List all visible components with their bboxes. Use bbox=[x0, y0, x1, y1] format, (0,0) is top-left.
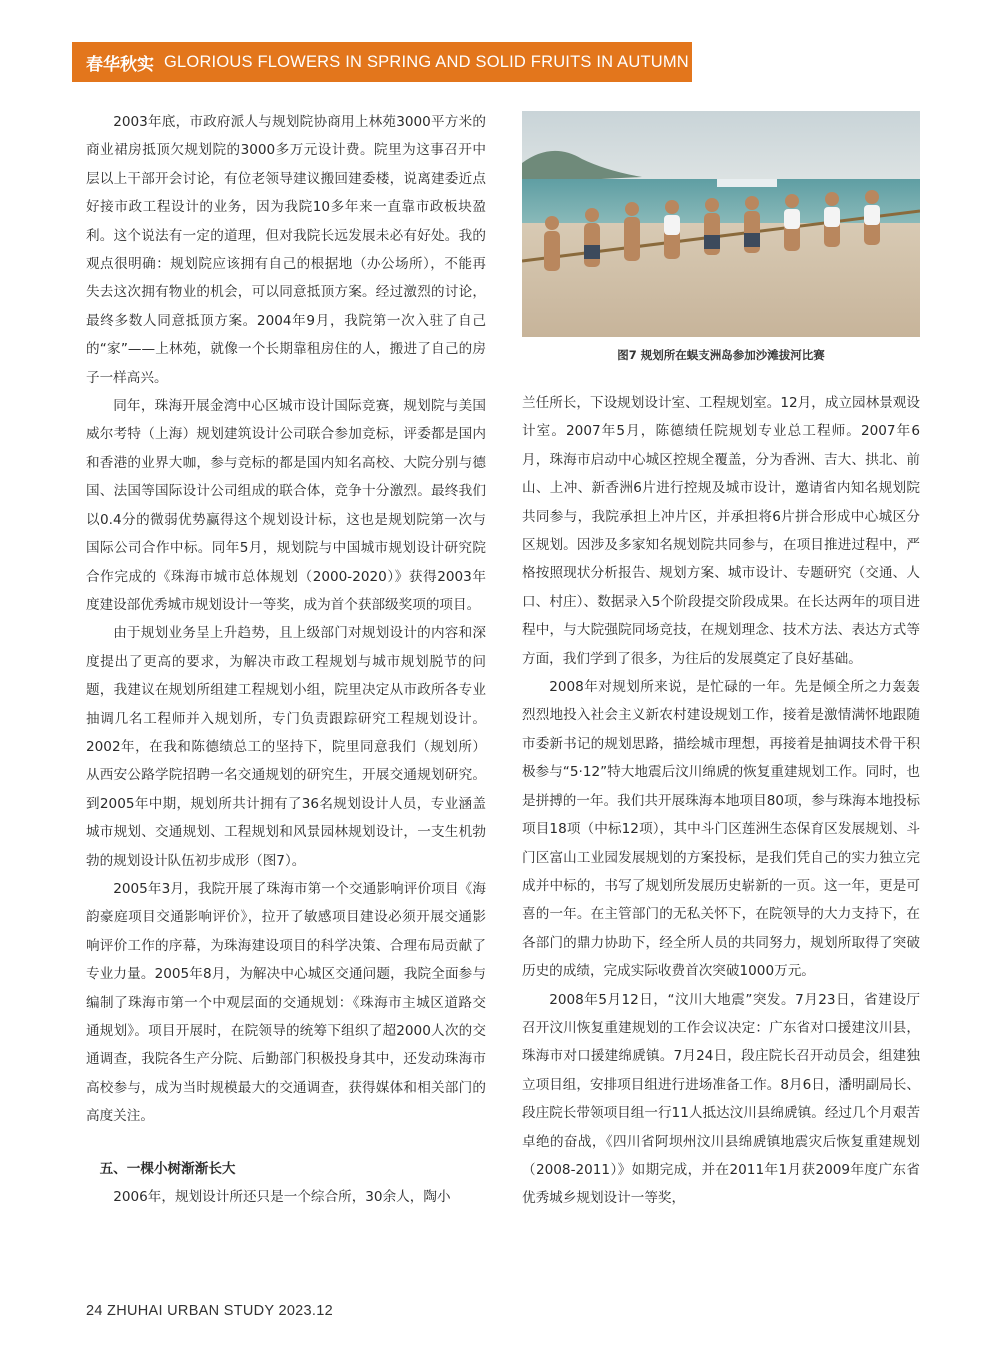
paragraph: 由于规划业务呈上升趋势，且上级部门对规划设计的内容和深度提出了更高的要求，为解决市政工程规划与城市规划脱节的问题，我建议在规划所组建工程规划小组，院里决定从市政所各专业抽调几名工程师并入规划所，专门负责跟踪研究工程规划设计。2002年，在我和陈德绩总工的坚持下，院里同意我们（规划所）从西安公路学院招聘一名交通规划的研究生，开展交通规划研究。到2005年中期，规划所共计拥有了36名规划设计人员，专业涵盖城市规划、交通规划、工程规划和风景园林规划设计，一支生机勃勃的规划设计队伍初步成形（图7）。 bbox=[86, 625, 486, 869]
paragraph: 2008年对规划所来说，是忙碌的一年。先是倾全所之力轰轰烈烈地投入社会主义新农村建设规划工作，接着是激情满怀地跟随市委新书记的规划思路，描绘城市理想，再接着是抽调技术骨干积极参与“5·12”特大地震后汶川绵虒的恢复重建规划工作。同时，也是拼搏的一年。我们共开展珠海本地项目80项，参与珠海本地投标项目18项（中标12项），其中斗门区莲洲生态保育区发展规划、斗门区富山工业园发展规划的方案投标，是我们凭自己的实力独立完成并中标的，书写了规划所发展历史崭新的一页。这一年，更是可喜的一年。在主管部门的无私关怀下，在院领导的大力支持下，在各部门的鼎力协助下，经全所人员的共同努力，规划所取得了突破历史的成绩，完成实际收费首次突破1000万元。 bbox=[522, 679, 920, 980]
section-heading: 五、一棵小树渐渐长大 bbox=[99, 1160, 236, 1177]
section-banner bbox=[72, 42, 692, 82]
left-column bbox=[86, 108, 486, 1211]
paragraph: 同年，珠海开展金湾中心区城市设计国际竞赛，规划院与美国威尔考特（上海）规划建筑设计公司联合参加竞标，评委都是国内和香港的业界大咖，参与竞标的都是国内知名高校、大院分别与德国、法国等国际设计公司组成的联合体，竞争十分激烈。最终我们以0.4分的微弱优势赢得这个规划设计标，这也是规划院第一次与国际公司合作中标。同年5月，规划院与中国城市规划设计研究院合作完成的《珠海市城市总体规划（2000-2020）》获得2003年度建设部优秀城市规划设计一等奖，成为首个获部级奖项的项目。 bbox=[86, 398, 486, 613]
tug-of-war-photo bbox=[522, 111, 920, 337]
right-column bbox=[522, 389, 920, 1213]
section-title-cn: 春华秋实 bbox=[86, 54, 154, 75]
paragraph: 兰任所长，下设规划设计室、工程规划室。12月，成立园林景观设计室。2007年5月，陈德绩任院规划专业总工程师。2007年6月，珠海市启动中心城区控规全覆盖，分为香洲、吉大、拱北、前山、上冲、新香洲6片进行控规及城市设计，邀请省内知名规划院共同参与，我院承担上冲片区，并承担将6片拼合形成中心城区分区规划。因涉及多家知名规划院共同参与，在项目推进过程中，严格按照现状分析报告、规划方案、城市设计、专题研究（交通、人口、村庄）、数据录入5个阶段提交阶段成果。在长达两年的项目进程中，与大院强院同场竞技，在规划理念、技术方法、表达方式等方面，我们学到了很多，为往后的发展奠定了良好基础。 bbox=[522, 395, 920, 667]
paragraph: 2003年底，市政府派人与规划院协商用上林苑3000平方米的商业裙房抵顶欠规划院的3000多万元设计费。院里为这事召开中层以上干部开会讨论，有位老领导建议搬回建委楼，说离建委近点好接市政工程设计的业务，因为我院10多年来一直靠市政板块盈利。这个说法有一定的道理，但对我院长远发展未必有好处。我的观点很明确：规划院应该拥有自己的根据地（办公场所），不能再失去这次拥有物业的机会，可以同意抵顶方案。经过激烈的讨论，最终多数人同意抵顶方案。2004年9月，我院第一次入驻了自己的“家”——上林苑，就像一个长期靠租房住的人，搬进了自己的房子一样高兴。 bbox=[86, 114, 486, 386]
section-title-en: GLORIOUS FLOWERS IN SPRING AND SOLID FRUITS IN AUTUMN bbox=[164, 52, 689, 71]
page-footer: 24 ZHUHAI URBAN STUDY 2023.12 bbox=[86, 1303, 333, 1319]
paragraph: 2006年，规划设计所还只是一个综合所，30余人，陶小 bbox=[113, 1189, 451, 1206]
figure-caption: 图7 规划所在蜈支洲岛参加沙滩拔河比赛 bbox=[617, 348, 825, 362]
paragraph: 2008年5月12日，“汶川大地震”突发。7月23日，省建设厅召开汶川恢复重建规划的工作会议决定：广东省对口援建汶川县，珠海市对口援建绵虒镇。7月24日，段庄院长召开动员会，组建独立项目组，安排项目组进行进场准备工作。8月6日，潘明副局长、段庄院长带领项目组一行11人抵达汶川县绵虒镇。经过几个月艰苦卓绝的奋战，《四川省阿坝州汶川县绵虒镇地震灾后恢复重建规划（2008-2011）》如期完成，并在2011年1月获2009年度广东省优秀城乡规划设计一等奖， bbox=[522, 991, 920, 1207]
paragraph: 2005年3月，我院开展了珠海市第一个交通影响评价项目《海韵豪庭项目交通影响评价》，拉开了敏感项目建设必须开展交通影响评价工作的序幕，为珠海建设项目的科学决策、合理布局贡献了专业力量。2005年8月，为解决中心城区交通问题，我院全面参与编制了珠海市第一个中观层面的交通规划：《珠海市主城区道路交通规划》。项目开展时，在院领导的统筹下组织了超2000人次的交通调查，我院各生产分院、后勤部门积极投身其中，还发动珠海市高校参与，成为当时规模最大的交通调查，获得媒体和相关部门的高度关注。 bbox=[86, 880, 486, 1125]
beach-photo-illustration bbox=[522, 111, 920, 337]
